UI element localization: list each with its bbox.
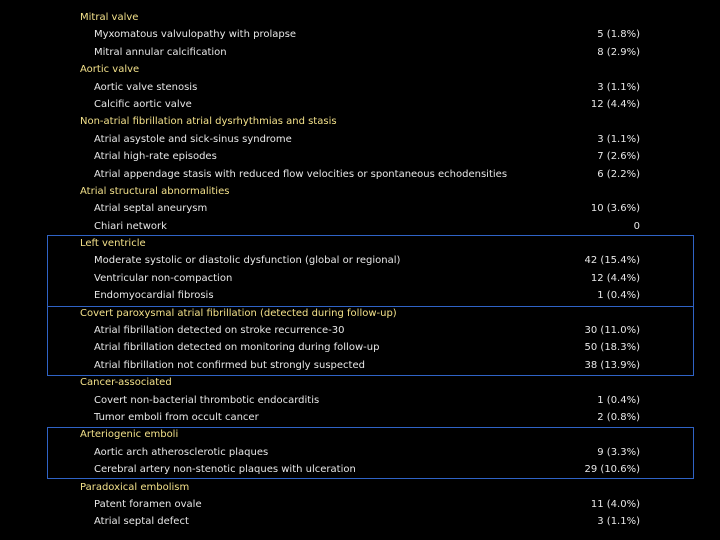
row-value: 9 (3.3%) <box>597 446 640 458</box>
row-label: Moderate systolic or diastolic dysfunction (global or regional) <box>94 255 401 267</box>
category-heading <box>80 479 642 496</box>
table-row <box>80 287 642 304</box>
row-label: Myxomatous valvulopathy with prolapse <box>94 29 297 41</box>
category-heading <box>80 426 642 443</box>
category-label: Arteriogenic emboli <box>80 429 179 441</box>
row-value: 1 (0.4%) <box>597 290 640 302</box>
row-label: Aortic arch atherosclerotic plaques <box>94 446 269 458</box>
row-label: Atrial fibrillation detected on stroke recurrence-30 <box>94 325 345 337</box>
row-value: 30 (11.0%) <box>584 325 640 337</box>
row-value: 8 (2.9%) <box>597 46 640 58</box>
table-row <box>80 96 642 113</box>
row-value: 3 (1.1%) <box>597 81 640 93</box>
category-heading <box>80 9 642 26</box>
row-value: 10 (3.6%) <box>590 203 640 215</box>
row-label: Atrial asystole and sick-sinus syndrome <box>94 133 292 145</box>
table-row <box>80 26 642 43</box>
table-row <box>80 392 642 409</box>
category-heading <box>80 61 642 78</box>
table-row <box>80 218 642 235</box>
row-label: Atrial fibrillation not confirmed but strongly suspected <box>94 359 365 371</box>
row-value: 3 (1.1%) <box>597 133 640 145</box>
table-row <box>80 322 642 339</box>
row-value: 1 (0.4%) <box>597 394 640 406</box>
row-label: Atrial high-rate episodes <box>94 151 217 163</box>
row-label: Atrial septal aneurysm <box>94 203 208 215</box>
category-heading <box>80 183 642 200</box>
table-row <box>80 79 642 96</box>
category-heading <box>80 235 642 252</box>
category-label: Left ventricle <box>80 238 146 250</box>
row-value: 6 (2.2%) <box>597 168 640 180</box>
row-label: Chiari network <box>94 220 167 232</box>
row-value: 0 <box>633 220 640 232</box>
row-value: 42 (15.4%) <box>584 255 640 267</box>
table-row <box>80 270 642 287</box>
category-heading <box>80 113 642 130</box>
category-heading <box>80 305 642 322</box>
row-label: Mitral annular calcification <box>94 46 227 58</box>
table-row <box>80 148 642 165</box>
row-label: Cerebral artery non-stenotic plaques with ulceration <box>94 464 356 476</box>
row-label: Atrial septal defect <box>94 516 189 528</box>
table-row <box>80 444 642 461</box>
row-label: Aortic valve stenosis <box>94 81 198 93</box>
category-label: Covert paroxysmal atrial fibrillation (detected during follow-up) <box>80 307 397 319</box>
table-row <box>80 496 642 513</box>
category-label: Aortic valve <box>80 64 140 76</box>
table-row <box>80 166 642 183</box>
row-value: 50 (18.3%) <box>584 342 640 354</box>
row-label: Ventricular non-compaction <box>94 272 233 284</box>
row-label: Covert non-bacterial thrombotic endocarditis <box>94 394 320 406</box>
row-label: Patent foramen ovale <box>94 498 202 510</box>
row-value: 12 (4.4%) <box>590 272 640 284</box>
row-value: 11 (4.0%) <box>590 498 640 510</box>
table-row <box>80 461 642 478</box>
category-label: Atrial structural abnormalities <box>80 185 230 197</box>
row-value: 38 (13.9%) <box>584 359 640 371</box>
row-value: 2 (0.8%) <box>597 411 640 423</box>
category-label: Mitral valve <box>80 12 139 23</box>
table-row <box>80 200 642 217</box>
row-value: 3 (1.1%) <box>597 516 640 528</box>
etiology-table <box>80 9 642 531</box>
row-value: 29 (10.6%) <box>584 464 640 476</box>
row-value: 12 (4.4%) <box>590 98 640 110</box>
table-row <box>80 339 642 356</box>
table-row <box>80 44 642 61</box>
row-value: 5 (1.8%) <box>597 29 640 41</box>
table-row <box>80 357 642 374</box>
row-label: Endomyocardial fibrosis <box>94 290 214 302</box>
row-value: 7 (2.6%) <box>597 151 640 163</box>
table-row <box>80 513 642 530</box>
row-label: Calcific aortic valve <box>94 98 192 110</box>
category-label: Non-atrial fibrillation atrial dysrhythmias and stasis <box>80 116 337 128</box>
category-label: Cancer-associated <box>80 377 172 389</box>
category-label: Paradoxical embolism <box>80 481 190 493</box>
table-row <box>80 252 642 269</box>
row-label: Tumor emboli from occult cancer <box>94 411 259 423</box>
category-heading <box>80 374 642 391</box>
row-label: Atrial appendage stasis with reduced flow velocities or spontaneous echodensities <box>94 168 508 180</box>
table-row <box>80 409 642 426</box>
row-label: Atrial fibrillation detected on monitoring during follow-up <box>94 342 380 354</box>
table-row <box>80 131 642 148</box>
